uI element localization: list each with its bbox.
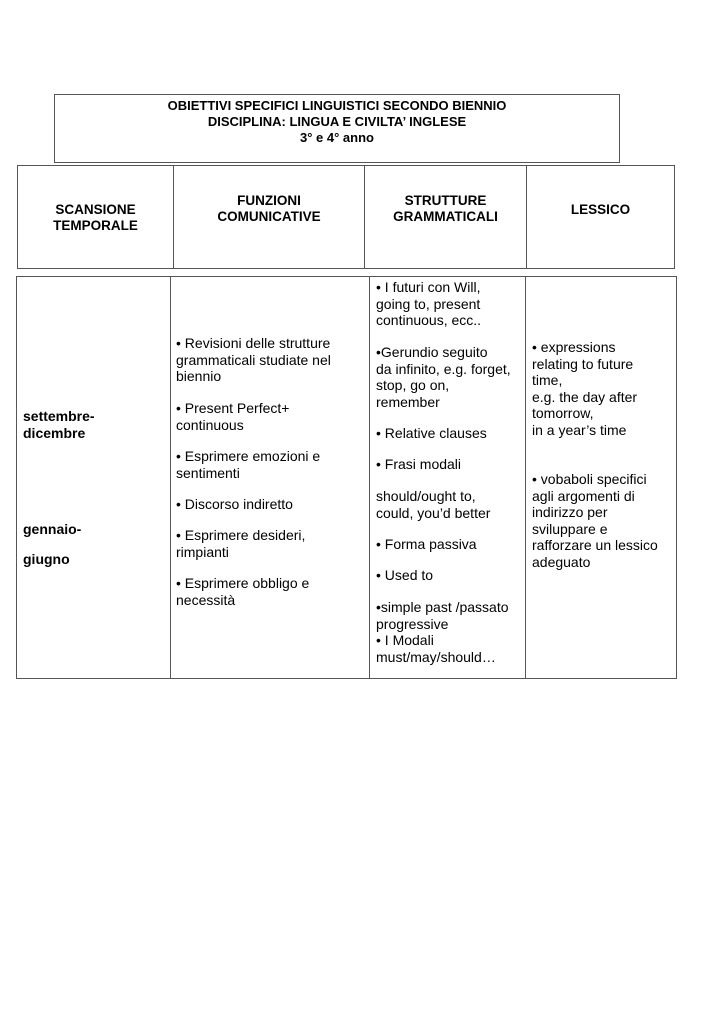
list-item: • Used to	[376, 567, 434, 583]
header-funzioni-label: FUNZIONI COMUNICATIVE	[217, 193, 321, 224]
list-item: •simple past /passato progressive • I Modali must/may/should…	[376, 599, 509, 665]
list-item: • Present Perfect+ continuous	[176, 400, 290, 433]
objectives-table	[16, 276, 677, 679]
header-lessico-label: LESSICO	[570, 202, 631, 217]
list-item: • I futuri con Will, going to, present continuous, ecc..	[376, 279, 482, 328]
header-lessico	[527, 166, 675, 269]
list-item: • Esprimere desideri, rimpianti	[176, 527, 306, 560]
header-scansione-label: SCANSIONE TEMPORALE	[53, 202, 138, 233]
title-line-1: OBIETTIVI SPECIFICI LINGUISTICI SECONDO BIENNIO	[167, 98, 507, 113]
period-cell	[17, 277, 171, 679]
header-scansione-temporale	[18, 166, 174, 269]
funzioni-cell	[171, 277, 370, 679]
header-funzioni-comunicative	[174, 166, 365, 269]
title-line-2: DISCIPLINA: LINGUA E CIVILTA’ INGLESE	[207, 114, 467, 129]
list-item: • Revisioni delle strutture grammaticali studiate nel biennio	[176, 335, 331, 384]
header-strutture-grammaticali	[365, 166, 527, 269]
column-header-table	[17, 165, 675, 269]
title-line-3: 3° e 4° anno	[300, 130, 374, 145]
period-settembre-dicembre: settembre- dicembre	[23, 408, 95, 441]
list-item: • Esprimere obbligo e necessità	[176, 575, 310, 608]
lessico-cell	[526, 277, 677, 679]
list-item: • Frasi modali	[376, 456, 462, 472]
list-item: •Gerundio seguito da infinito, e.g. forget, stop, go on, remember	[376, 344, 511, 410]
list-item: • expressions relating to future time, e.g. the day after tomorrow, in a year’s time	[532, 339, 638, 438]
strutture-cell	[370, 277, 526, 679]
table-row	[17, 277, 677, 679]
header-strutture-label: STRUTTURE GRAMMATICALI	[393, 193, 498, 224]
document-title-box	[54, 94, 620, 163]
list-item: • Forma passiva	[376, 536, 477, 552]
list-item: • vobaboli specifici agli argomenti di indirizzo per sviluppare e rafforzare un lessico adeguato	[532, 471, 658, 570]
list-item: • Esprimere emozioni e sentimenti	[176, 448, 321, 481]
period-giugno: giugno	[23, 551, 70, 567]
list-item: • Discorso indiretto	[176, 496, 293, 512]
list-item: should/ought to, could, you’d better	[376, 488, 491, 521]
list-item: • Relative clauses	[376, 425, 487, 441]
period-gennaio: gennaio-	[23, 521, 82, 537]
